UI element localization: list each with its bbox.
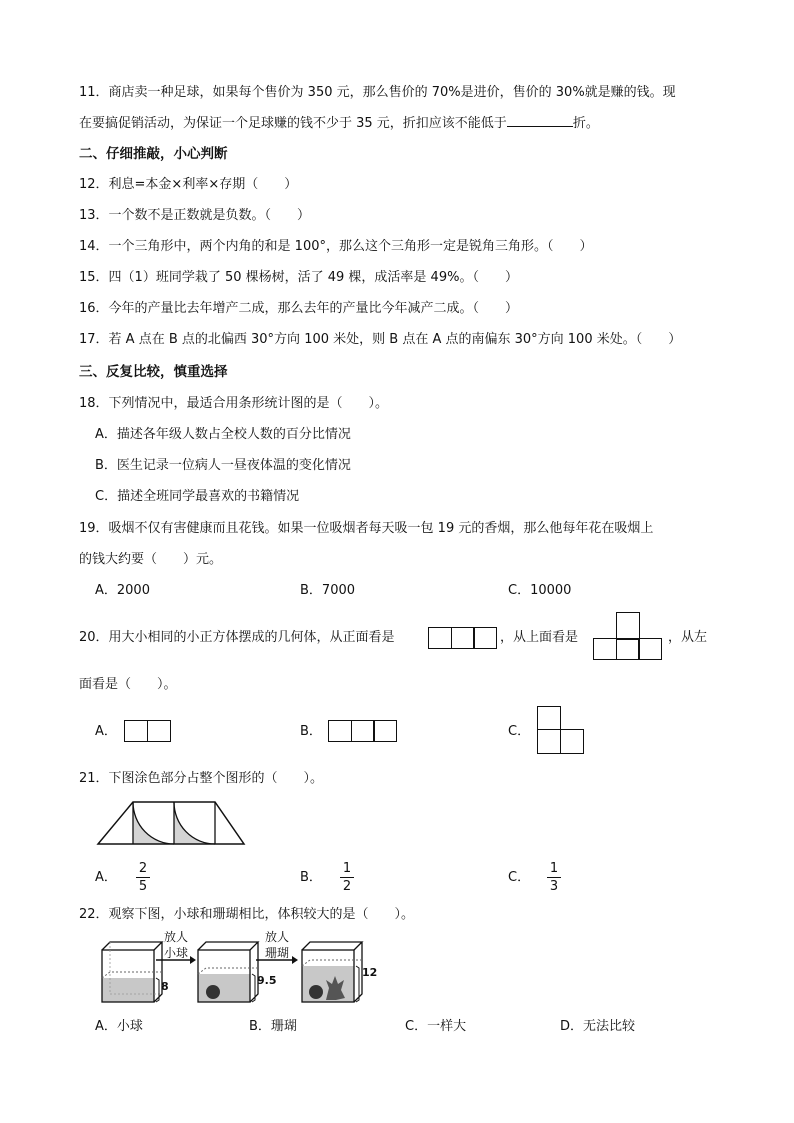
top-view-cell xyxy=(616,638,640,660)
shaded-region-left xyxy=(133,802,174,844)
q16: 16．今年的产量比去年增产二成，那么去年的产量比今年减产二成。（ ） xyxy=(79,301,519,316)
q20-part1: 20．用大小相同的小正方体摆成的几何体，从正面看是 xyxy=(79,630,395,645)
front-view-cell xyxy=(428,627,452,649)
denominator: 5 xyxy=(138,879,148,894)
water-level-2 xyxy=(198,974,250,1002)
q20-option-b: B． xyxy=(300,724,322,739)
q22-option-c: C．一样大 xyxy=(405,1019,467,1034)
q20-option-a: A． xyxy=(95,724,117,739)
q20-option-c-figure xyxy=(537,729,584,754)
q11-line1: 11．商店卖一种足球，如果每个售价为 350 元，那么售价的 70%是进价，售价的 30%就是赚的钱。现 xyxy=(79,85,676,100)
q11-line2 xyxy=(79,114,599,133)
arrow1-label-line1: 放人 xyxy=(164,930,189,944)
q21-option-a: A． xyxy=(95,870,117,885)
numerator: 1 xyxy=(342,861,352,876)
q12: 12．利息=本金×利率×存期（ ） xyxy=(79,177,298,192)
arrow2-label-line2: 珊瑚 xyxy=(265,946,290,960)
q20-part3: ，从左 xyxy=(668,630,708,645)
trapezoid-outline xyxy=(98,802,244,844)
q18-option-b: B．医生记录一位病人一昼夜体温的变化情况 xyxy=(95,458,351,473)
q20-option-b-figure xyxy=(328,720,397,742)
small-ball xyxy=(309,985,323,999)
fraction-bar xyxy=(340,877,354,878)
q14: 14．一个三角形中，两个内角的和是 100°，那么这个三角形一定是锐角三角形。（ ） xyxy=(79,239,593,254)
option-b-cell xyxy=(328,720,352,742)
front-view-cell xyxy=(473,627,497,649)
arrow-head-1 xyxy=(190,956,196,964)
front-view-figure xyxy=(428,627,497,649)
q22-stem: 22．观察下图，小球和珊瑚相比，体积较大的是（ ）。 xyxy=(79,907,415,922)
top-view-cell xyxy=(638,638,662,660)
section2-heading: 二、仔细推敲，小心判断 xyxy=(79,146,228,162)
front-view-cell xyxy=(451,627,475,649)
fraction-bar xyxy=(136,877,150,878)
arrow2-label-line1: 放人 xyxy=(265,930,290,944)
q22-option-b: B．珊瑚 xyxy=(249,1019,297,1034)
container-3 xyxy=(302,942,362,1002)
option-b-cell xyxy=(351,720,375,742)
top-view-cell xyxy=(593,638,617,660)
top-view-figure xyxy=(593,638,662,660)
q19-option-c: C．10000 xyxy=(508,583,572,598)
q20-line2: 面看是（ ）。 xyxy=(79,677,177,692)
q18-stem: 18．下列情况中，最适合用条形统计图的是（ ）。 xyxy=(79,396,389,411)
water-container-figure xyxy=(96,928,386,1008)
fraction-bar xyxy=(547,877,561,878)
option-c-cell xyxy=(537,729,561,754)
option-c-cell xyxy=(560,729,584,754)
denominator: 3 xyxy=(549,879,559,894)
trapezoid-figure xyxy=(96,800,246,846)
level-label-1: 8 xyxy=(161,980,169,993)
option-c-cell-upper xyxy=(537,706,561,730)
fraction-one-half xyxy=(340,862,354,893)
arrow-head-2 xyxy=(292,956,298,964)
arrow1-label-line2: 小球 xyxy=(164,946,189,960)
numerator: 2 xyxy=(138,861,148,876)
level-label-2: 9.5 xyxy=(257,974,277,987)
q18-option-c: C．描述全班同学最喜欢的书籍情况 xyxy=(95,489,300,504)
q18-option-a: A．描述各年级人数占全校人数的百分比情况 xyxy=(95,427,351,442)
numerator: 1 xyxy=(549,861,559,876)
denominator: 2 xyxy=(342,879,352,894)
q21-option-c: C． xyxy=(508,870,531,885)
option-b-cell xyxy=(373,720,397,742)
section3-heading: 三、反复比较，慎重选择 xyxy=(79,364,228,380)
small-ball xyxy=(206,985,220,999)
q11-line2-text: 在要搞促销活动，为保证一个足球赚的钱不少于 35 元，折扣应该不能低于 xyxy=(79,116,507,131)
q19-line2: 的钱大约要（ ）元。 xyxy=(79,552,223,567)
shaded-region-right xyxy=(174,802,215,844)
q20-option-a-figure xyxy=(124,720,171,742)
q20-option-c: C． xyxy=(508,724,531,739)
q17: 17．若 A 点在 B 点的北偏西 30°方向 100 米处，则 B 点在 A 点的南偏东 30°方向 100 米处。（ ） xyxy=(79,332,682,347)
option-a-cell xyxy=(124,720,148,742)
option-a-cell xyxy=(147,720,171,742)
fraction-one-third xyxy=(547,862,561,893)
q15: 15．四（1）班同学栽了 50 棵杨树，活了 49 棵，成活率是 49%。（ ） xyxy=(79,270,518,285)
q21-option-b: B． xyxy=(300,870,322,885)
q21-stem: 21．下图涂色部分占整个图形的（ ）。 xyxy=(79,771,324,786)
q19-option-a: A．2000 xyxy=(95,583,150,598)
answer-blank xyxy=(507,114,573,127)
q19-line1: 19．吸烟不仅有害健康而且花钱。如果一位吸烟者每天吸一包 19 元的香烟，那么他每年花在吸烟上 xyxy=(79,521,654,536)
top-view-cell-upper xyxy=(616,612,640,640)
q19-option-b: B．7000 xyxy=(300,583,356,598)
q20-part2: ，从上面看是 xyxy=(500,630,579,645)
container-2 xyxy=(198,942,258,1002)
fraction-two-fifths xyxy=(136,862,150,893)
q11-line2-suffix: 折。 xyxy=(572,116,599,131)
q22-option-d: D．无法比较 xyxy=(560,1019,636,1034)
q13: 13．一个数不是正数就是负数。（ ） xyxy=(79,208,311,223)
level-label-3: 12 xyxy=(362,966,378,979)
container-1 xyxy=(102,942,162,1002)
q22-option-a: A．小球 xyxy=(95,1019,143,1034)
